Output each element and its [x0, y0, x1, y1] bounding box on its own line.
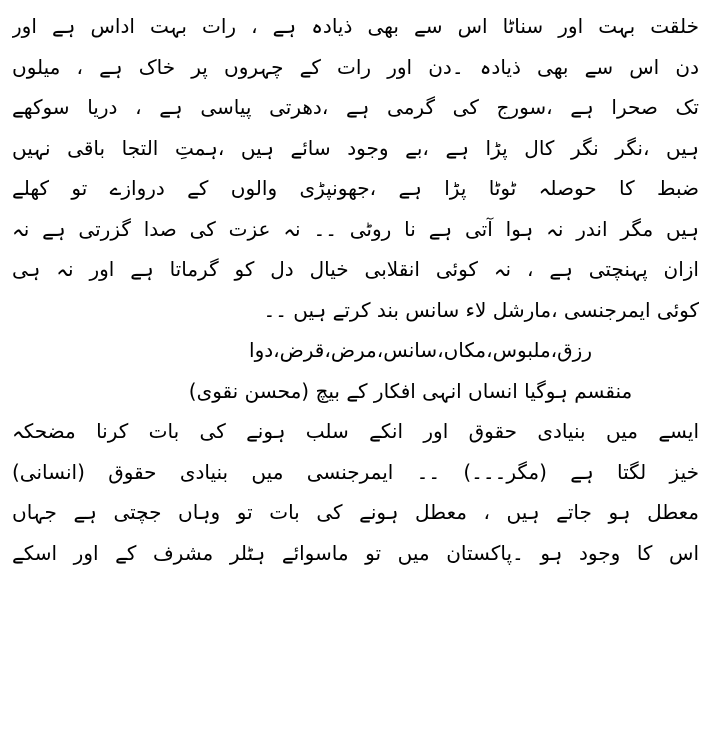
text-line: ہیں ،نگر نگر کال پڑا ہے ،بے وجود سائے ہیں ،ہمتِ التجا باقی نہیں [12, 135, 699, 160]
text-line: کوئی ایمرجنسی ،مارشل لاء سانس بند کرتے ہیں ۔۔ [263, 297, 699, 322]
text-line: اس کا وجود ہو ۔پاکستان میں تو ماسوائے ہٹلر مشرف کے اور اسکے [12, 540, 699, 565]
text-line: خلقت بہت اور سناٹا اس سے بھی ذیادہ ہے ، رات بہت اداس ہے اور [12, 14, 699, 38]
text-line: معطل ہو جاتے ہیں ، معطل ہونے کی بات تو وہاں جچتی ہے جہاں [12, 500, 699, 524]
text-line: ایسے میں بنیادی حقوق اور انکے سلب ہونے کی بات کرنا مضحکہ [12, 419, 699, 443]
paragraph-2 [12, 411, 699, 573]
text-line: ازان پہنچتی ہے ، نہ کوئی انقلابی خیال دل کو گرماتا ہے اور نہ ہی [12, 257, 699, 281]
verse-line: رزق،ملبوس،مکاں،سانس،مرض،قرض،دوا [249, 338, 592, 362]
verse-line: منقسم ہوگیا انساں انہی افکار کے بیچ (محسن نقوی) [188, 378, 633, 403]
text-line: خیز لگتا ہے (مگر۔۔۔) ۔۔ ایمرجنسی میں بنیادی حقوق (انسانی) [12, 459, 699, 484]
text-line: تک صحرا ہے ،سورج کی گرمی ہے ،دھرتی پیاسی ہے ، دریا سوکھے [12, 95, 699, 119]
verse-quote [12, 330, 699, 411]
paragraph-1 [12, 6, 699, 330]
text-line: ضبط کا حوصلہ ٹوٹا پڑا ہے ،جھونپڑی والوں کے دروازے تو کھلے [12, 176, 699, 200]
text-line: دن اس سے بھی ذیادہ ۔دن اور رات کے چہروں پر خاک ہے ، میلوں [12, 54, 699, 79]
text-line: ہیں مگر اندر نہ ہوا آتی ہے نا روٹی ۔۔ نہ عزت کی صدا گزرتی ہے نہ [12, 216, 699, 241]
